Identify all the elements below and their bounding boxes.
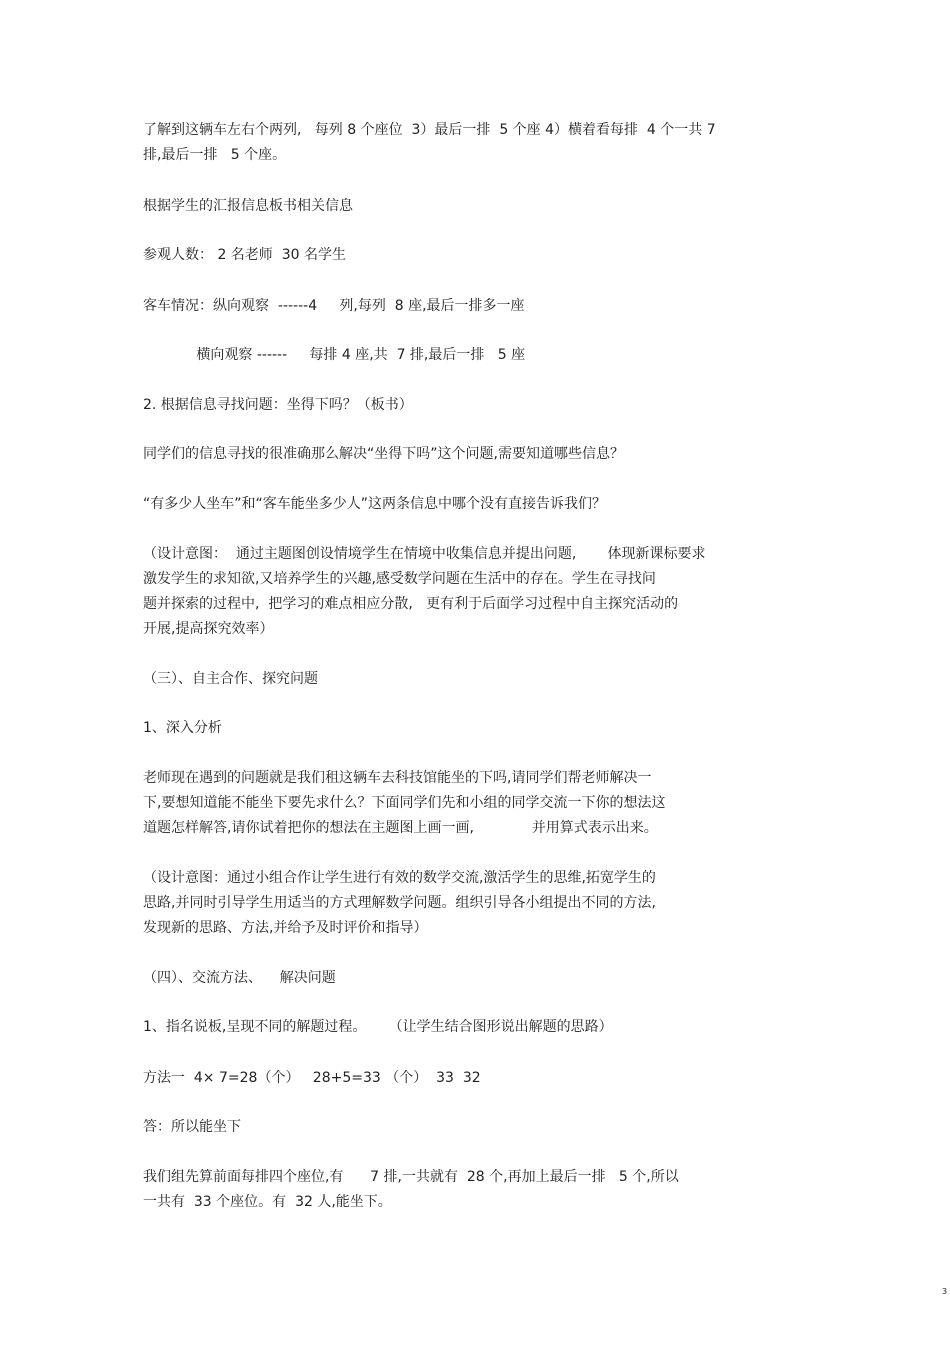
paragraph-line: “有多少人坐车”和“客车能坐多少人”这两条信息中哪个没有直接告诉我们？ (143, 496, 607, 512)
paragraph-line: 发现新的思路、方法,并给予及时评价和指导） (143, 920, 428, 936)
paragraph-line: 老师现在遇到的问题就是我们租这辆车去科技馆能坐的下吗,请同学们帮老师解决一 (143, 770, 652, 786)
paragraph-line: 答：所以能坐下 (143, 1119, 241, 1135)
paragraph-line: 激发学生的求知欲,又培养学生的兴趣,感受数学问题在生活中的存在。学生在寻找问 (143, 571, 656, 587)
paragraph-line: 横向观察 ------ 每排 4 座,共 7 排,最后一排 5 座 (143, 347, 526, 363)
paragraph-line: 方法一 4× 7=28（个） 28+5=33 （个） 33 32 (143, 1070, 481, 1086)
paragraph-line: 了解到这辆车左右个两列, 每列 8 个座位 3）最后一排 5 个座 4）横着看每排 4 个一共 7 (143, 122, 716, 138)
paragraph-line: 道题怎样解答,请你试着把你的想法在主题图上画一画, 并用算式表示出来。 (143, 820, 658, 836)
paragraph-line: 我们组先算前面每排四个座位,有 7 排,一共就有 28 个,再加上最后一排 5 个,所以 (143, 1169, 679, 1185)
paragraph-line: 客车情况：纵向观察 ------4 列,每列 8 座,最后一排多一座 (143, 298, 525, 314)
paragraph-line: （设计意图：通过小组合作让学生进行有效的数学交流,激活学生的思维,拓宽学生的 (143, 870, 656, 886)
paragraph-line: 1、指名说板,呈现不同的解题过程。 （让学生结合图形说出解题的思路） (143, 1019, 613, 1035)
paragraph-line: 参观人数： 2 名老师 30 名学生 (143, 247, 346, 263)
section-heading: （三）、自主合作、探究问题 (143, 671, 318, 687)
paragraph-line: 题并探索的过程中, 把学习的难点相应分散, 更有利于后面学习过程中自主探究活动的 (143, 596, 679, 612)
paragraph-line: 同学们的信息寻找的很准确那么解决“坐得下吗”这个问题,需要知道哪些信息？ (143, 446, 624, 462)
paragraph-line: 思路,并同时引导学生用适当的方式理解数学问题。组织引导各小组提出不同的方法, (143, 895, 656, 911)
paragraph-line: 下,要想知道能不能坐下要先求什么？下面同学们先和小组的同学交流一下你的想法这 (143, 795, 666, 811)
paragraph-line: （设计意图： 通过主题图创设情境学生在情境中收集信息并提出问题, 体现新课标要求 (143, 546, 706, 562)
section-heading: （四）、交流方法、 解决问题 (143, 970, 336, 986)
paragraph-line: 排,最后一排 5 个座。 (143, 147, 287, 163)
paragraph-line: 开展,提高探究效率） (143, 621, 274, 637)
subsection-heading: 1、深入分析 (143, 720, 222, 736)
page-number: 3 (942, 1287, 948, 1296)
paragraph-line: 一共有 33 个座位。有 32 人,能坐下。 (143, 1194, 392, 1210)
paragraph-line: 根据学生的汇报信息板书相关信息 (143, 198, 353, 214)
paragraph-line: 2. 根据信息寻找问题：坐得下吗？（板书） (143, 397, 413, 413)
